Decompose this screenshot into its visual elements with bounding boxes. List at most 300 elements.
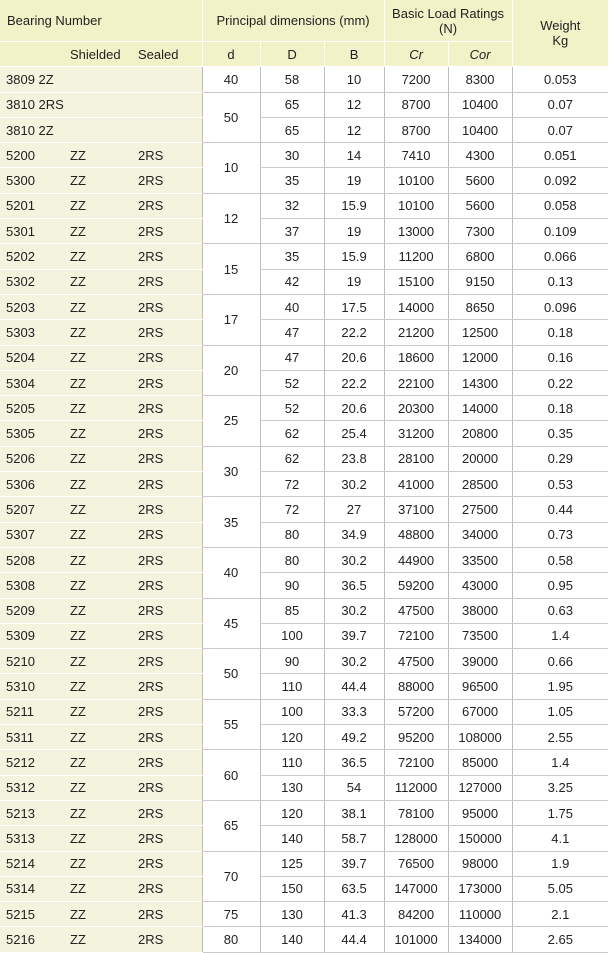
- table-row: [0, 294, 608, 319]
- weight-cell: 0.092: [512, 168, 608, 193]
- weight-cell: 1.05: [512, 699, 608, 724]
- cor-cell: 43000: [448, 573, 512, 598]
- shielded-cell: ZZ: [66, 851, 134, 876]
- bore-d-cell: 40: [202, 67, 260, 92]
- bearing-number-cell: 3810 2RS: [0, 92, 66, 117]
- outer-diameter-cell: 80: [260, 547, 324, 572]
- cor-cell: 12500: [448, 320, 512, 345]
- bore-d-cell: 17: [202, 294, 260, 345]
- sealed-cell: 2RS: [134, 244, 202, 269]
- width-cell: 14: [324, 143, 384, 168]
- weight-cell: 1.9: [512, 851, 608, 876]
- width-cell: 25.4: [324, 421, 384, 446]
- sealed-cell: 2RS: [134, 320, 202, 345]
- cr-cell: 147000: [384, 876, 448, 901]
- shielded-cell: ZZ: [66, 244, 134, 269]
- weight-cell: 1.75: [512, 800, 608, 825]
- outer-diameter-cell: 90: [260, 649, 324, 674]
- bearing-number-cell: 5200: [0, 143, 66, 168]
- sealed-cell: 2RS: [134, 826, 202, 851]
- cor-cell: 6800: [448, 244, 512, 269]
- sealed-cell: 2RS: [134, 775, 202, 800]
- bearing-number-cell: 5313: [0, 826, 66, 851]
- shielded-cell: ZZ: [66, 674, 134, 699]
- cr-cell: 72100: [384, 750, 448, 775]
- width-cell: 44.4: [324, 927, 384, 952]
- outer-diameter-cell: 40: [260, 294, 324, 319]
- weight-cell: 0.95: [512, 573, 608, 598]
- cr-cell: 22100: [384, 370, 448, 395]
- bearing-number-cell: 5216: [0, 927, 66, 952]
- outer-diameter-cell: 120: [260, 800, 324, 825]
- sealed-cell: [134, 117, 202, 142]
- weight-cell: 2.65: [512, 927, 608, 952]
- cor-cell: 20800: [448, 421, 512, 446]
- weight-header: [512, 0, 608, 67]
- bore-d-cell: 25: [202, 396, 260, 447]
- table-row: [0, 902, 608, 927]
- bearing-number-cell: 5205: [0, 396, 66, 421]
- bore-d-cell: 70: [202, 851, 260, 902]
- cor-cell: 34000: [448, 522, 512, 547]
- sealed-cell: 2RS: [134, 927, 202, 952]
- shielded-cell: ZZ: [66, 902, 134, 927]
- shielded-cell: ZZ: [66, 623, 134, 648]
- sealed-cell: 2RS: [134, 446, 202, 471]
- cr-cell: 88000: [384, 674, 448, 699]
- bore-d-cell: 30: [202, 446, 260, 497]
- table-row: [0, 699, 608, 724]
- width-cell: 41.3: [324, 902, 384, 927]
- cr-cell: 11200: [384, 244, 448, 269]
- cor-cell: 108000: [448, 725, 512, 750]
- weight-cell: 1.95: [512, 674, 608, 699]
- outer-diameter-cell: 100: [260, 623, 324, 648]
- table-row: [0, 775, 608, 800]
- outer-diameter-cell: 140: [260, 826, 324, 851]
- outer-diameter-cell: 47: [260, 345, 324, 370]
- cor-cell: 98000: [448, 851, 512, 876]
- cor-cell: 150000: [448, 826, 512, 851]
- cr-cell: 14000: [384, 294, 448, 319]
- sealed-cell: 2RS: [134, 345, 202, 370]
- sealed-cell: 2RS: [134, 725, 202, 750]
- bore-d-cell: 80: [202, 927, 260, 952]
- width-cell: 44.4: [324, 674, 384, 699]
- cr-cell: 8700: [384, 117, 448, 142]
- bore-d-cell: 20: [202, 345, 260, 396]
- b-header: B: [324, 42, 384, 67]
- cr-cell: 28100: [384, 446, 448, 471]
- outer-diameter-cell: 65: [260, 92, 324, 117]
- table-row: [0, 117, 608, 142]
- cr-cell: 10100: [384, 193, 448, 218]
- shielded-cell: ZZ: [66, 649, 134, 674]
- cr-cell: 21200: [384, 320, 448, 345]
- bearing-number-cell: 3810 2Z: [0, 117, 66, 142]
- width-cell: 63.5: [324, 876, 384, 901]
- weight-cell: 0.73: [512, 522, 608, 547]
- shielded-cell: ZZ: [66, 573, 134, 598]
- bearing-number-cell: 3809 2Z: [0, 67, 66, 92]
- cr-cell: 78100: [384, 800, 448, 825]
- table-row: [0, 421, 608, 446]
- outer-diameter-cell: 120: [260, 725, 324, 750]
- sealed-cell: 2RS: [134, 522, 202, 547]
- width-cell: 22.2: [324, 370, 384, 395]
- cr-cell: 47500: [384, 598, 448, 623]
- shielded-cell: ZZ: [66, 826, 134, 851]
- table-row: [0, 573, 608, 598]
- table-row: [0, 725, 608, 750]
- cr-cell: 84200: [384, 902, 448, 927]
- width-cell: 12: [324, 117, 384, 142]
- cr-cell: 15100: [384, 269, 448, 294]
- outer-diameter-cell: 62: [260, 446, 324, 471]
- width-cell: 22.2: [324, 320, 384, 345]
- shielded-cell: [66, 92, 134, 117]
- cor-cell: 12000: [448, 345, 512, 370]
- bearing-number-cell: 5202: [0, 244, 66, 269]
- sealed-cell: 2RS: [134, 649, 202, 674]
- table-row: [0, 370, 608, 395]
- weight-cell: 0.096: [512, 294, 608, 319]
- cor-cell: 127000: [448, 775, 512, 800]
- bearing-number-cell: 5310: [0, 674, 66, 699]
- outer-diameter-cell: 47: [260, 320, 324, 345]
- bearing-number-cell: 5206: [0, 446, 66, 471]
- outer-diameter-cell: 130: [260, 775, 324, 800]
- table-row: [0, 472, 608, 497]
- bore-d-cell: 50: [202, 649, 260, 700]
- outer-diameter-cell: 90: [260, 573, 324, 598]
- width-cell: 58.7: [324, 826, 384, 851]
- blank-header: [0, 42, 66, 67]
- weight-cell: 0.44: [512, 497, 608, 522]
- outer-diameter-cell: 130: [260, 902, 324, 927]
- outer-diameter-cell: 35: [260, 168, 324, 193]
- table-row: [0, 927, 608, 952]
- width-cell: 38.1: [324, 800, 384, 825]
- cor-cell: 14300: [448, 370, 512, 395]
- bearing-number-cell: 5304: [0, 370, 66, 395]
- width-cell: 19: [324, 168, 384, 193]
- table-row: [0, 876, 608, 901]
- cr-cell: 37100: [384, 497, 448, 522]
- bearing-number-cell: 5201: [0, 193, 66, 218]
- cr-cell: 44900: [384, 547, 448, 572]
- bearing-number-cell: 5209: [0, 598, 66, 623]
- width-cell: 30.2: [324, 547, 384, 572]
- bore-d-cell: 65: [202, 800, 260, 851]
- bearing-number-cell: 5203: [0, 294, 66, 319]
- outer-diameter-cell: 30: [260, 143, 324, 168]
- table-row: [0, 674, 608, 699]
- outer-diameter-cell: 85: [260, 598, 324, 623]
- weight-cell: 0.07: [512, 117, 608, 142]
- weight-cell: 0.66: [512, 649, 608, 674]
- shielded-cell: [66, 117, 134, 142]
- sealed-cell: 2RS: [134, 294, 202, 319]
- cr-cell: 112000: [384, 775, 448, 800]
- cor-cell: 173000: [448, 876, 512, 901]
- weight-cell: 0.066: [512, 244, 608, 269]
- sealed-cell: 2RS: [134, 143, 202, 168]
- sealed-cell: 2RS: [134, 851, 202, 876]
- shielded-cell: ZZ: [66, 598, 134, 623]
- bearing-number-cell: 5307: [0, 522, 66, 547]
- cor-cell: 10400: [448, 92, 512, 117]
- width-cell: 30.2: [324, 598, 384, 623]
- shielded-cell: ZZ: [66, 396, 134, 421]
- outer-diameter-cell: 32: [260, 193, 324, 218]
- weight-cell: 5.05: [512, 876, 608, 901]
- sealed-cell: 2RS: [134, 876, 202, 901]
- table-row: [0, 92, 608, 117]
- shielded-cell: ZZ: [66, 497, 134, 522]
- weight-cell: 0.58: [512, 547, 608, 572]
- weight-cell: 0.22: [512, 370, 608, 395]
- bearing-number-cell: 5314: [0, 876, 66, 901]
- cr-cell: 8700: [384, 92, 448, 117]
- weight-cell: 0.29: [512, 446, 608, 471]
- weight-cell: 0.07: [512, 92, 608, 117]
- cor-cell: 7300: [448, 219, 512, 244]
- outer-diameter-cell: 42: [260, 269, 324, 294]
- shielded-cell: ZZ: [66, 143, 134, 168]
- shielded-cell: ZZ: [66, 269, 134, 294]
- sealed-cell: 2RS: [134, 472, 202, 497]
- bearing-number-cell: 5311: [0, 725, 66, 750]
- width-cell: 23.8: [324, 446, 384, 471]
- table-row: [0, 320, 608, 345]
- shielded-cell: ZZ: [66, 472, 134, 497]
- table-row: [0, 219, 608, 244]
- cor-cell: 27500: [448, 497, 512, 522]
- bearing-number-cell: 5302: [0, 269, 66, 294]
- table-row: [0, 598, 608, 623]
- width-cell: 39.7: [324, 623, 384, 648]
- width-cell: 36.5: [324, 573, 384, 598]
- width-cell: 17.5: [324, 294, 384, 319]
- width-cell: 27: [324, 497, 384, 522]
- bearing-number-cell: 5306: [0, 472, 66, 497]
- d-header: d: [202, 42, 260, 67]
- shielded-cell: ZZ: [66, 775, 134, 800]
- table-row: [0, 750, 608, 775]
- cor-cell: 134000: [448, 927, 512, 952]
- shielded-cell: ZZ: [66, 547, 134, 572]
- cor-cell: 39000: [448, 649, 512, 674]
- cr-cell: 59200: [384, 573, 448, 598]
- width-cell: 39.7: [324, 851, 384, 876]
- weight-cell: 0.18: [512, 396, 608, 421]
- cr-cell: 13000: [384, 219, 448, 244]
- table-row: [0, 143, 608, 168]
- bearing-number-cell: 5308: [0, 573, 66, 598]
- outer-diameter-cell: 100: [260, 699, 324, 724]
- outer-diameter-cell: 58: [260, 67, 324, 92]
- weight-unit: Kg: [552, 33, 569, 49]
- width-cell: 15.9: [324, 193, 384, 218]
- weight-cell: 0.63: [512, 598, 608, 623]
- outer-d-header: D: [260, 42, 324, 67]
- weight-cell: 2.55: [512, 725, 608, 750]
- sealed-cell: 2RS: [134, 370, 202, 395]
- cr-header: Cr: [384, 42, 448, 67]
- shielded-cell: ZZ: [66, 800, 134, 825]
- table-row: [0, 269, 608, 294]
- sealed-header: Sealed: [134, 42, 202, 67]
- weight-cell: 0.18: [512, 320, 608, 345]
- shielded-cell: ZZ: [66, 219, 134, 244]
- outer-diameter-cell: 80: [260, 522, 324, 547]
- shielded-cell: ZZ: [66, 370, 134, 395]
- sealed-cell: 2RS: [134, 269, 202, 294]
- sealed-cell: 2RS: [134, 421, 202, 446]
- width-cell: 10: [324, 67, 384, 92]
- table-row: [0, 826, 608, 851]
- cr-cell: 48800: [384, 522, 448, 547]
- width-cell: 19: [324, 219, 384, 244]
- width-cell: 20.6: [324, 345, 384, 370]
- bearing-number-cell: 5207: [0, 497, 66, 522]
- shielded-cell: ZZ: [66, 345, 134, 370]
- table-row: [0, 623, 608, 648]
- weight-cell: 0.16: [512, 345, 608, 370]
- cr-cell: 47500: [384, 649, 448, 674]
- cr-cell: 76500: [384, 851, 448, 876]
- outer-diameter-cell: 52: [260, 370, 324, 395]
- weight-cell: 0.051: [512, 143, 608, 168]
- cor-header: Cor: [448, 42, 512, 67]
- cr-cell: 18600: [384, 345, 448, 370]
- bore-d-cell: 50: [202, 92, 260, 143]
- bearing-number-cell: 5204: [0, 345, 66, 370]
- cor-cell: 9150: [448, 269, 512, 294]
- cor-cell: 5600: [448, 193, 512, 218]
- outer-diameter-cell: 65: [260, 117, 324, 142]
- bearing-number-cell: 5212: [0, 750, 66, 775]
- outer-diameter-cell: 72: [260, 497, 324, 522]
- sealed-cell: 2RS: [134, 497, 202, 522]
- sealed-cell: 2RS: [134, 547, 202, 572]
- cor-cell: 8300: [448, 67, 512, 92]
- table-row: [0, 522, 608, 547]
- table-row: [0, 497, 608, 522]
- bore-d-cell: 40: [202, 547, 260, 598]
- width-cell: 49.2: [324, 725, 384, 750]
- cr-cell: 31200: [384, 421, 448, 446]
- weight-label: Weight: [540, 18, 581, 34]
- weight-cell: 0.53: [512, 472, 608, 497]
- outer-diameter-cell: 35: [260, 244, 324, 269]
- cr-cell: 20300: [384, 396, 448, 421]
- sealed-cell: 2RS: [134, 902, 202, 927]
- cr-cell: 128000: [384, 826, 448, 851]
- table-row: [0, 649, 608, 674]
- bore-d-cell: 35: [202, 497, 260, 548]
- bore-d-cell: 55: [202, 699, 260, 750]
- cor-cell: 33500: [448, 547, 512, 572]
- bore-d-cell: 12: [202, 193, 260, 244]
- weight-cell: 0.13: [512, 269, 608, 294]
- cor-cell: 20000: [448, 446, 512, 471]
- shielded-cell: ZZ: [66, 876, 134, 901]
- cor-cell: 8650: [448, 294, 512, 319]
- bearing-number-cell: 5210: [0, 649, 66, 674]
- header-row-top: [0, 0, 608, 42]
- cr-cell: 95200: [384, 725, 448, 750]
- cor-cell: 4300: [448, 143, 512, 168]
- weight-cell: 2.1: [512, 902, 608, 927]
- bore-d-cell: 15: [202, 244, 260, 295]
- outer-diameter-cell: 110: [260, 674, 324, 699]
- sealed-cell: [134, 92, 202, 117]
- cor-cell: 14000: [448, 396, 512, 421]
- cr-cell: 72100: [384, 623, 448, 648]
- shielded-cell: ZZ: [66, 699, 134, 724]
- sealed-cell: 2RS: [134, 168, 202, 193]
- outer-diameter-cell: 150: [260, 876, 324, 901]
- cr-cell: 101000: [384, 927, 448, 952]
- weight-cell: 1.4: [512, 623, 608, 648]
- table-row: [0, 345, 608, 370]
- bearing-number-cell: 5211: [0, 699, 66, 724]
- cor-cell: 85000: [448, 750, 512, 775]
- cor-cell: 10400: [448, 117, 512, 142]
- table-row: [0, 168, 608, 193]
- sealed-cell: 2RS: [134, 573, 202, 598]
- bearing-number-header: Bearing Number: [0, 0, 202, 42]
- weight-cell: 0.053: [512, 67, 608, 92]
- bearing-number-cell: 5301: [0, 219, 66, 244]
- outer-diameter-cell: 37: [260, 219, 324, 244]
- principal-dimensions-header: Principal dimensions (mm): [202, 0, 384, 42]
- bearing-number-cell: 5312: [0, 775, 66, 800]
- outer-diameter-cell: 125: [260, 851, 324, 876]
- shielded-cell: ZZ: [66, 522, 134, 547]
- table-row: [0, 193, 608, 218]
- shielded-header: Shielded: [66, 42, 134, 67]
- table-row: [0, 800, 608, 825]
- bearing-number-cell: 5214: [0, 851, 66, 876]
- sealed-cell: [134, 67, 202, 92]
- bore-d-cell: 10: [202, 143, 260, 194]
- width-cell: 30.2: [324, 472, 384, 497]
- bore-d-cell: 45: [202, 598, 260, 649]
- sealed-cell: 2RS: [134, 674, 202, 699]
- width-cell: 36.5: [324, 750, 384, 775]
- width-cell: 20.6: [324, 396, 384, 421]
- shielded-cell: ZZ: [66, 168, 134, 193]
- width-cell: 33.3: [324, 699, 384, 724]
- cr-cell: 41000: [384, 472, 448, 497]
- weight-cell: 4.1: [512, 826, 608, 851]
- cr-cell: 7200: [384, 67, 448, 92]
- table-row: [0, 396, 608, 421]
- weight-cell: 0.058: [512, 193, 608, 218]
- width-cell: 19: [324, 269, 384, 294]
- outer-diameter-cell: 52: [260, 396, 324, 421]
- sealed-cell: 2RS: [134, 699, 202, 724]
- shielded-cell: [66, 67, 134, 92]
- sealed-cell: 2RS: [134, 598, 202, 623]
- cr-cell: 7410: [384, 143, 448, 168]
- load-ratings-header: Basic Load Ratings (N): [384, 0, 512, 42]
- outer-diameter-cell: 62: [260, 421, 324, 446]
- sealed-cell: 2RS: [134, 750, 202, 775]
